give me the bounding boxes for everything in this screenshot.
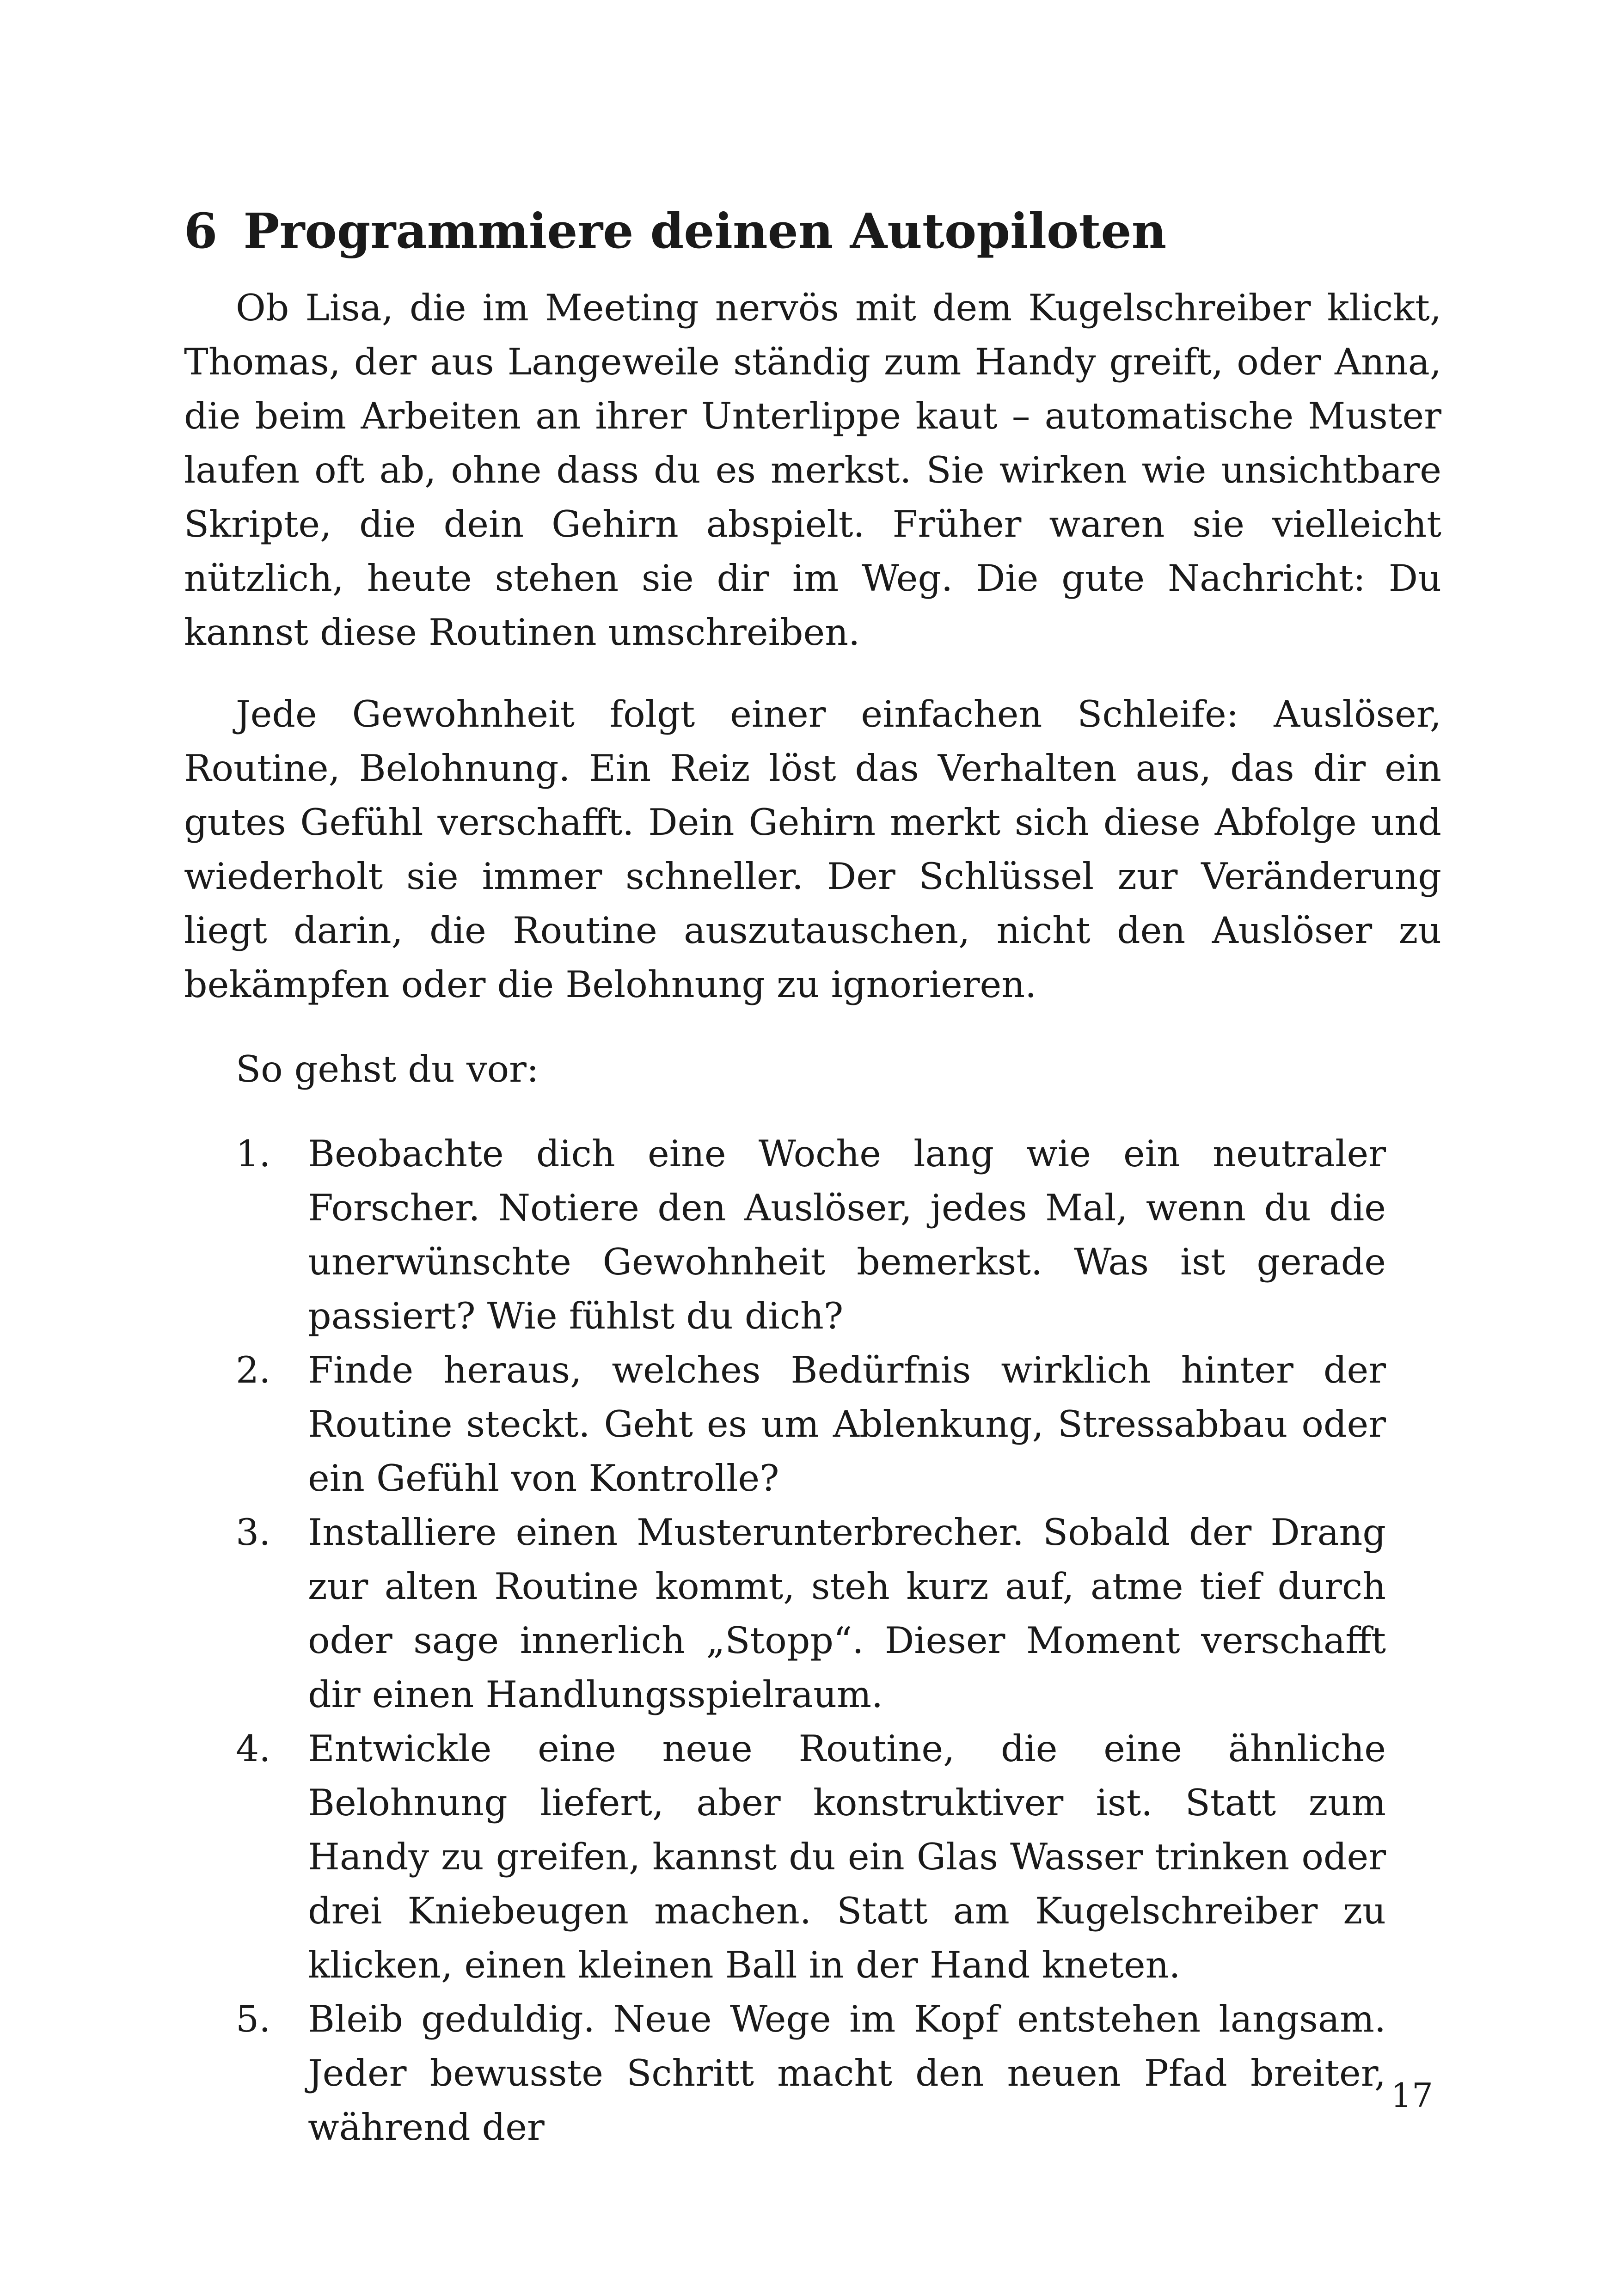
steps-intro: So gehst du vor: [236, 1048, 539, 1090]
step-text: Installiere einen Musterunterbrecher. Sobald der Drang zur alten Routine kommt, steh kurz auf, atme tief durch oder sage innerlich „Stopp“. Dieser Moment verschafft dir einen Handlungsspielraum. [308, 1511, 1386, 1716]
step-number: 5. [236, 1998, 271, 2040]
chapter-title: Programmiere deinen Autopiloten [243, 202, 1167, 259]
step-text: Entwickle eine neue Routine, die eine ähnliche Belohnung liefert, aber konstruktiver ist. Statt zum Handy zu greifen, kannst du ein Glas Wasser trinken oder drei Kniebeugen machen. Statt am Kugelschreiber zu klicken, einen kleinen Ball in der Hand kneten. [308, 1727, 1386, 1986]
paragraph-2: Jede Gewohnheit folgt einer einfachen Schleife: Auslöser, Routine, Belohnung. Ein Reiz löst das Verhalten aus, das dir ein gutes Gefühl verschafft. Dein Gehirn merkt sich diese Abfolge und wiederholt sie immer schneller. Der Schlüssel zur Veränderung liegt darin, die Routine auszutauschen, nicht den Auslöser zu bekämpfen oder die Belohnung zu ignorieren. [184, 693, 1441, 1006]
step-number: 2. [236, 1349, 271, 1391]
step-number: 1. [236, 1133, 271, 1175]
step-item-1 [184, 1127, 1441, 1343]
step-number: 3. [236, 1511, 271, 1554]
step-item-5 [184, 1992, 1441, 2155]
step-number: 4. [236, 1727, 271, 1770]
steps-list [184, 1127, 1441, 2155]
page-content [184, 199, 1441, 2155]
step-text: Finde heraus, welches Bedürfnis wirklich hinter der Routine steckt. Geht es um Ablenkung, Stressabbau oder ein Gefühl von Kontrolle? [308, 1349, 1386, 1500]
paragraph-1: Ob Lisa, die im Meeting nervös mit dem Kugelschreiber klickt, Thomas, der aus Langeweile ständig zum Handy greift, oder Anna, die beim Arbeiten an ihrer Unterlippe kaut – automatische Muster laufen oft ab, ohne dass du es merkst. Sie wirken wie unsichtbare Skripte, die dein Gehirn abspielt. Früher waren sie vielleicht nützlich, heute stehen sie dir im Weg. Die gute Nachricht: Du kannst diese Routinen umschreiben. [184, 287, 1441, 654]
step-item-3 [184, 1506, 1441, 1722]
chapter-heading [184, 199, 1441, 263]
step-item-2 [184, 1343, 1441, 1506]
step-item-4 [184, 1722, 1441, 1992]
step-text: Beobachte dich eine Woche lang wie ein neutraler Forscher. Notiere den Auslöser, jedes Mal, wenn du die unerwünschte Gewohnheit bemerkst. Was ist gerade passiert? Wie fühlst du dich? [308, 1133, 1386, 1337]
page-number: 17 [1391, 2076, 1433, 2115]
chapter-number: 6 [184, 202, 218, 259]
step-text: Bleib geduldig. Neue Wege im Kopf entstehen langsam. Jeder bewusste Schritt macht den neuen Pfad breiter, während der [308, 1998, 1386, 2149]
